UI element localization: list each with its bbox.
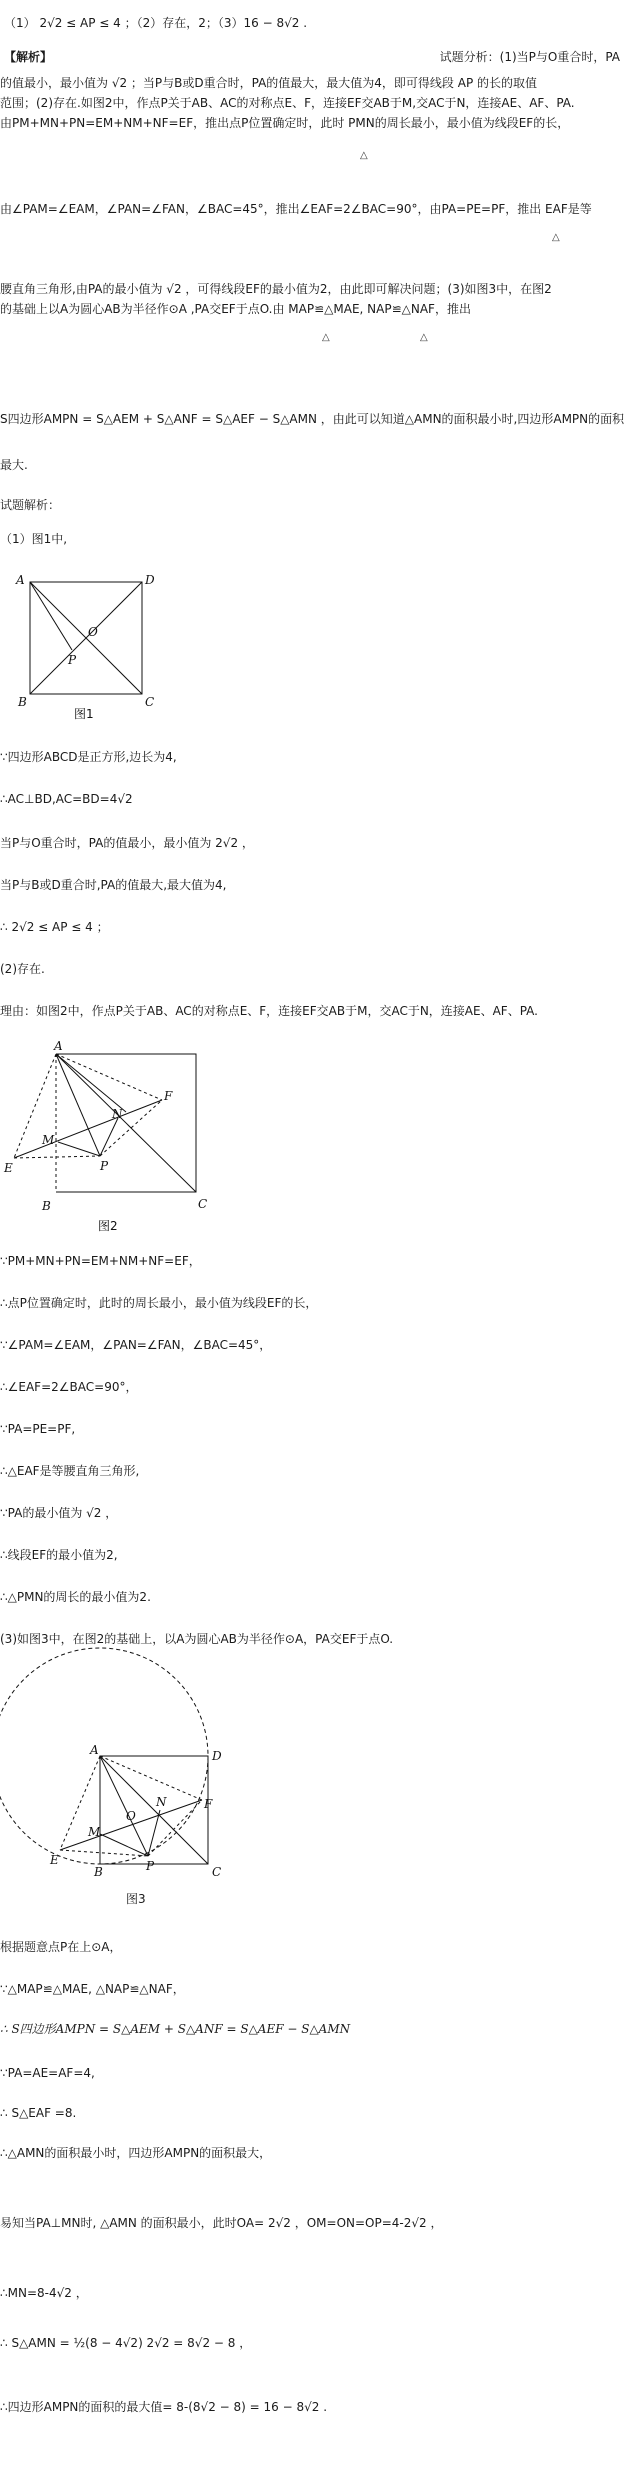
- label-d: D: [212, 1749, 222, 1763]
- label-m: M: [88, 1825, 101, 1839]
- label-f: F: [164, 1089, 173, 1103]
- analysis-line-7: 的基础上以A为圆心AB为半径作⊙A ,PA交EF于点O.由 MAP≌△MAE, NAP≌△NAF，推出: [0, 302, 471, 316]
- segment-mp: [100, 1834, 148, 1856]
- segment-ep: [60, 1850, 148, 1856]
- label-a: A: [16, 573, 25, 587]
- step-3: 当P与O重合时，PA的值最小，最小值为 2√2 ，: [0, 836, 254, 850]
- label-f: F: [204, 1797, 213, 1811]
- solution-header: 试题解析：: [0, 498, 61, 512]
- step-15: ∴线段EF的最小值为2,: [0, 1548, 118, 1562]
- step-4: 当P与B或D重合时,PA的值最大,最大值为4,: [0, 878, 227, 892]
- label-a: A: [90, 1743, 99, 1757]
- triangle-mark: △: [360, 150, 368, 161]
- triangle-mark: △: [322, 332, 330, 343]
- analysis-line-8: S四边形AMPN = S△AEM + S△ANF = S△AEF − S△AMN ，由此可以知道△AMN的面积最小时,四边形AMPN的面积: [0, 412, 625, 426]
- label-p: P: [100, 1159, 109, 1173]
- step-11: ∴∠EAF=2∠BAC=90°，: [0, 1380, 138, 1394]
- caption-fig3: 图3: [126, 1892, 146, 1906]
- segment-ep: [14, 1156, 100, 1158]
- step-2: ∴AC⊥BD,AC=BD=4√2: [0, 792, 133, 806]
- step-9: ∴点P位置确定时，此时的周长最小，最小值为线段EF的长，: [0, 1296, 318, 1310]
- step-23: ∴△AMN的面积最小时，四边形AMPN的面积最大，: [0, 2146, 272, 2160]
- step-19: ∵△MAP≌△MAE, △NAP≌△NAF，: [0, 1982, 185, 1996]
- answer-line: [4, 14, 634, 32]
- step-27: ∴四边形AMPN的面积的最大值= 8-(8√2 − 8) = 16 − 8√2 .: [0, 2400, 328, 2414]
- label-n: N: [156, 1795, 167, 1809]
- segment-af: [56, 1054, 162, 1100]
- analysis-line-1: 试题分析：(1)当P与O重合时，PA: [439, 50, 620, 64]
- step-12: ∵PA=PE=PF,: [0, 1422, 76, 1436]
- analysis-line-3: 范围；(2)存在.如图2中，作点P关于AB、AC的对称点E、F，连接EF交AB于M,交AC于N，连接AE、AF、PA.: [0, 96, 575, 110]
- label-m: M: [42, 1133, 55, 1147]
- step-5: ∴ 2√2 ≤ AP ≤ 4 ；: [0, 920, 109, 934]
- label-c: C: [212, 1865, 222, 1879]
- step-7: 理由：如图2中，作点P关于AB、AC的对称点E、F，连接EF交AB于M，交AC于N，连接AE、AF、PA.: [0, 1004, 538, 1018]
- label-c: C: [198, 1197, 208, 1211]
- segment-an: [56, 1054, 126, 1112]
- step-14: ∵PA的最小值为 √2 ，: [0, 1506, 118, 1520]
- label-d: D: [145, 573, 155, 587]
- analysis-line-9: 最大.: [0, 458, 28, 472]
- label-b: B: [42, 1199, 51, 1213]
- caption-fig1: 图1: [74, 707, 94, 721]
- answer-text: （1） 2√2 ≤ AP ≤ 4 ；（2）存在，2；（3）16 − 8√2 .: [4, 16, 308, 30]
- label-c: C: [145, 695, 155, 709]
- analysis-line-4: 由PM+MN+PN=EM+NM+NF=EF，推出点P位置确定时，此时 PMN的周长最小，最小值为线段EF的长，: [0, 116, 570, 130]
- step-8: ∵PM+MN+PN=EM+NM+NF=EF，: [0, 1254, 201, 1268]
- segment-af: [100, 1756, 202, 1800]
- analysis-line-6: 腰直角三角形,由PA的最小值为 √2 ，可得线段EF的最小值为2，由此即可解决问题；(3)如图3中，在图2: [0, 282, 552, 296]
- segment-ef: [60, 1800, 202, 1850]
- step-1: ∵四边形ABCD是正方形,边长为4,: [0, 750, 177, 764]
- label-n: N: [112, 1107, 123, 1121]
- step-13: ∴△EAF是等腰直角三角形,: [0, 1464, 140, 1478]
- triangle-mark: △: [420, 332, 428, 343]
- step-18: 根据题意点P在上⊙A，: [0, 1940, 122, 1954]
- triangle-mark: △: [552, 232, 560, 243]
- step-22: ∴ S△EAF =8.: [0, 2106, 77, 2120]
- label-b: B: [18, 695, 27, 709]
- label-a: A: [54, 1039, 63, 1053]
- segment-mp: [58, 1142, 100, 1156]
- analysis-line-5: 由∠PAM=∠EAM，∠PAN=∠FAN，∠BAC=45°，推出∠EAF=2∠BAC=90°，由PA=PE=PF，推出 EAF是等: [0, 202, 592, 216]
- label-o: O: [126, 1809, 136, 1823]
- figure-1: [12, 570, 155, 721]
- step-24: 易知当PA⊥MN时, △AMN 的面积最小，此时OA= 2√2 ，OM=ON=OP=4-2√2 ，: [0, 2216, 443, 2230]
- figure-2: [2, 1040, 212, 1235]
- segment-ap: [56, 1054, 100, 1156]
- step-25: ∴MN=8-4√2 ，: [0, 2286, 88, 2300]
- step-21: ∵PA=AE=AF=4,: [0, 2066, 95, 2080]
- part1-label: （1）图1中,: [0, 532, 68, 546]
- label-e: E: [50, 1853, 59, 1867]
- figure-3: [0, 1660, 230, 1880]
- step-10: ∵∠PAM=∠EAM，∠PAN=∠FAN，∠BAC=45°，: [0, 1338, 272, 1352]
- label-p: P: [146, 1859, 155, 1873]
- step-20: ∴ S四边形AMPN = S△AEM + S△ANF = S△AEF − S△AMN: [0, 2022, 351, 2036]
- diagonal-ac: [56, 1054, 196, 1192]
- label-e: E: [4, 1161, 13, 1175]
- step-6: (2)存在.: [0, 962, 45, 976]
- caption-fig2: 图2: [98, 1219, 118, 1233]
- step-16: ∴△PMN的周长的最小值为2.: [0, 1590, 151, 1604]
- step-26: ∴ S△AMN = ½(8 − 4√2) 2√2 = 8√2 − 8 ，: [0, 2336, 252, 2350]
- label-p: P: [68, 653, 77, 667]
- jiexi-header: 【解析】: [4, 50, 53, 64]
- analysis-line-2: 的值最小，最小值为 √2 ；当P与B或D重合时，PA的值最大，最大值为4，即可得线段 AP 的长的取值: [0, 76, 538, 90]
- segment-ap: [100, 1756, 148, 1856]
- diagonal-ac: [100, 1756, 208, 1864]
- label-b: B: [94, 1865, 103, 1879]
- step-17: (3)如图3中，在图2的基础上，以A为圆心AB为半径作⊙A，PA交EF于点O.: [0, 1632, 394, 1646]
- label-o: O: [88, 625, 98, 639]
- segment-ap: [30, 582, 72, 650]
